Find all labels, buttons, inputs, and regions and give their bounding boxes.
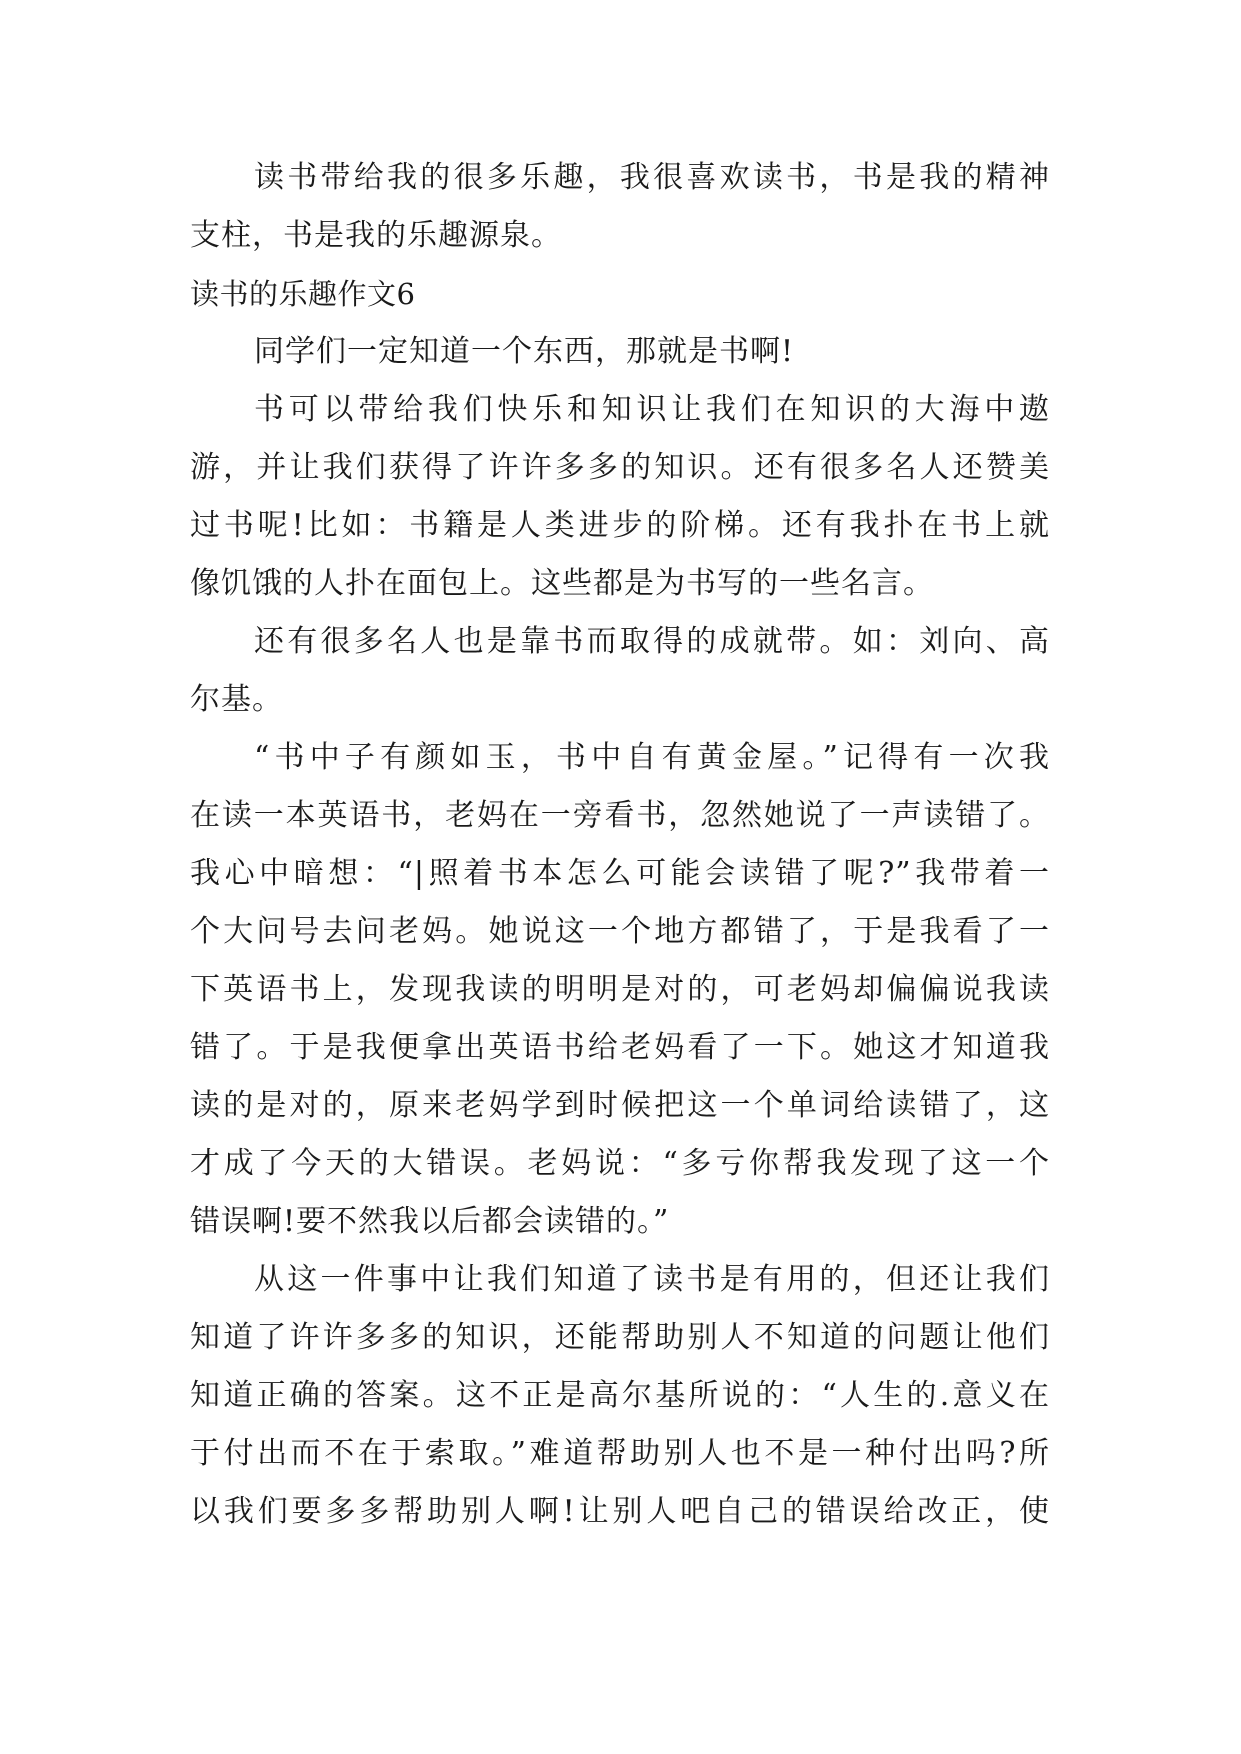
paragraph-line: 书可以带给我们快乐和知识让我们在知识的大海中遨 — [254, 392, 1050, 427]
paragraph-line: 在读一本英语书，老妈在一旁看书，忽然她说了一声读错了。 — [190, 798, 1050, 833]
paragraph-line: 游，并让我们获得了许许多多的知识。还有很多名人还赞美 — [190, 450, 1050, 485]
paragraph-line: 读书带给我的很多乐趣，我很喜欢读书，书是我的精神 — [254, 160, 1050, 195]
paragraph-line: 读的是对的，原来老妈学到时候把这一个单词给读错了，这 — [190, 1088, 1050, 1123]
paragraph-line: 从这一件事中让我们知道了读书是有用的，但还让我们 — [254, 1262, 1050, 1297]
paragraph-line: 尔基。 — [190, 682, 283, 717]
paragraph-line: 以我们要多多帮助别人啊!让别人吧自己的错误给改正，使 — [190, 1494, 1050, 1529]
paragraph-line: 像饥饿的人扑在面包上。这些都是为书写的一些名言。 — [190, 566, 934, 601]
section-heading: 读书的乐趣作文6 — [190, 277, 416, 311]
paragraph-line: 错了。于是我便拿出英语书给老妈看了一下。她这才知道我 — [190, 1030, 1050, 1065]
paragraph-line: 错误啊!要不然我以后都会读错的。” — [190, 1204, 670, 1239]
paragraph-line: 才成了今天的大错误。老妈说：“多亏你帮我发现了这一个 — [190, 1146, 1050, 1181]
paragraph-line: 支柱，书是我的乐趣源泉。 — [190, 218, 562, 253]
paragraph-line: 同学们一定知道一个东西，那就是书啊! — [254, 334, 795, 369]
paragraph-line: 下英语书上，发现我读的明明是对的，可老妈却偏偏说我读 — [190, 972, 1050, 1007]
paragraph-line: “书中子有颜如玉，书中自有黄金屋。”记得有一次我 — [254, 740, 1050, 775]
paragraph-line: 还有很多名人也是靠书而取得的成就带。如：刘向、高 — [254, 624, 1050, 659]
paragraph-line: 知道了许许多多的知识，还能帮助别人不知道的问题让他们 — [190, 1320, 1050, 1355]
paragraph-line: 我心中暗想：“|照着书本怎么可能会读错了呢?”我带着一 — [190, 856, 1050, 891]
paragraph-line: 于付出而不在于索取。”难道帮助别人也不是一种付出吗?所 — [190, 1436, 1050, 1471]
paragraph-line: 个大问号去问老妈。她说这一个地方都错了，于是我看了一 — [190, 914, 1050, 949]
paragraph-line: 过书呢!比如：书籍是人类进步的阶梯。还有我扑在书上就 — [190, 508, 1050, 543]
paragraph-line: 知道正确的答案。这不正是高尔基所说的：“人生的.意义在 — [190, 1378, 1050, 1413]
